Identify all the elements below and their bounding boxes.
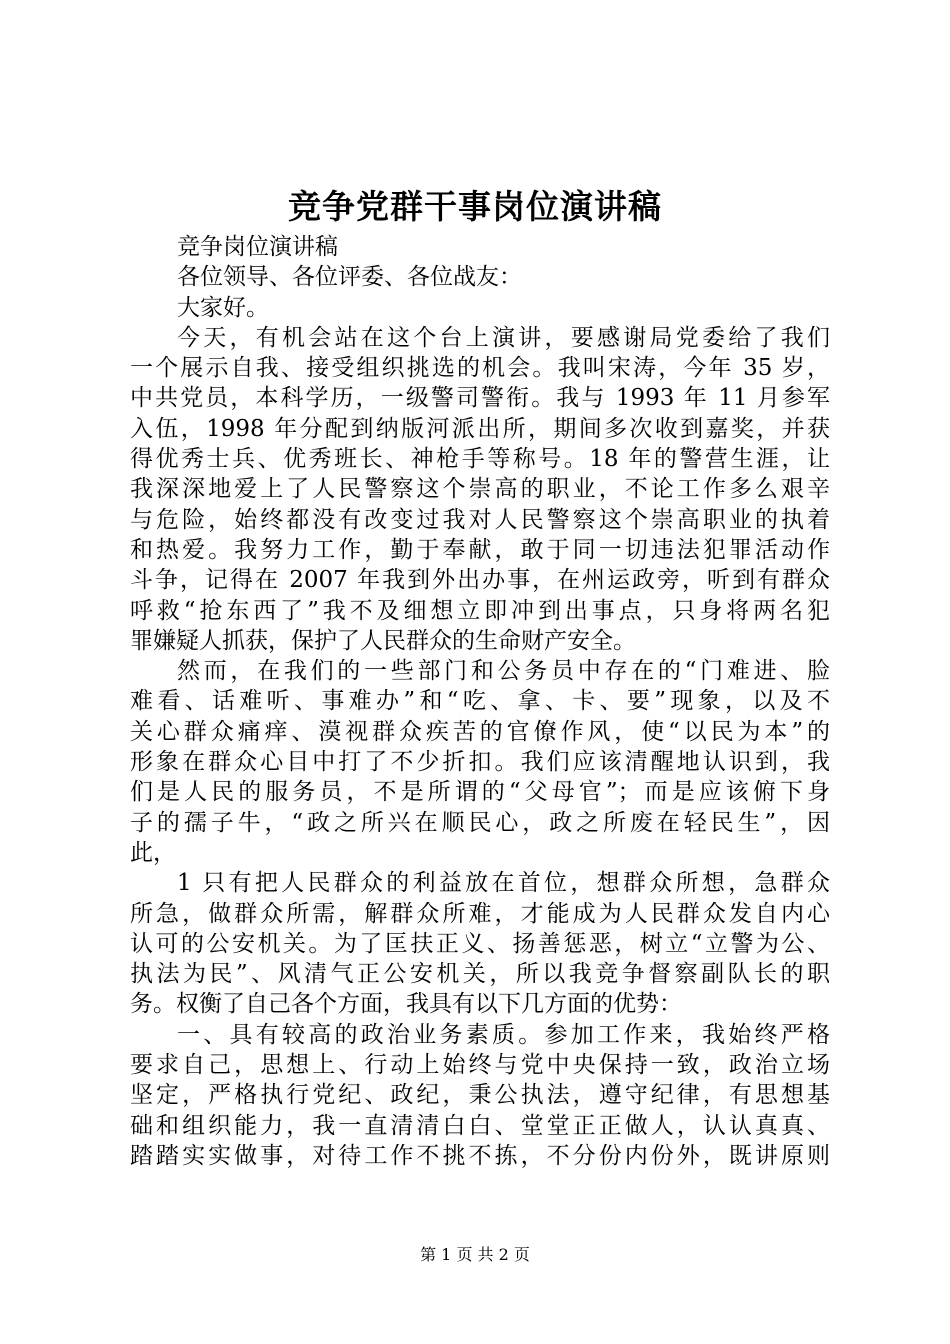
- paragraph-line: 今天，有机会站在这个台上演讲，要感谢局党委给了我们: [177, 324, 830, 351]
- paragraph-line: 竞争岗位演讲稿: [177, 234, 338, 260]
- paragraph-line: 坚定，严格执行党纪、政纪，秉公执法，遵守纪律，有思想基: [130, 1082, 830, 1109]
- paragraph-line: 础和组织能力，我一直清清白白、堂堂正正做人，认认真真、: [130, 1112, 830, 1139]
- paragraph-line: 入伍，1998 年分配到纳版河派出所，期间多次收到嘉奖，并获: [130, 415, 830, 442]
- paragraph-line: 大家好。: [177, 294, 269, 321]
- paragraph-line: 难看、话难听、事难办”和“吃、拿、卡、要”现象，以及不: [130, 688, 830, 715]
- paragraph-line: 要求自己，思想上、行动上始终与党中央保持一致，政治立场: [130, 1052, 830, 1079]
- paragraph-line: 们是人民的服务员，不是所谓的“父母官”；而是应该俯下身: [130, 779, 830, 806]
- paragraph: [130, 1020, 830, 1171]
- paragraph-line: 得优秀士兵、优秀班长、神枪手等称号。18 年的警营生涯，让: [130, 446, 830, 473]
- paragraph-line: 一、具有较高的政治业务素质。参加工作来，我始终严格: [177, 1021, 830, 1048]
- paragraph-line: 与危险，始终都没有改变过我对人民警察这个崇高职业的执着: [130, 506, 830, 533]
- paragraph-line: 关心群众痛痒、漠视群众疾苦的官僚作风，使“以民为本”的: [130, 718, 830, 745]
- paragraph-line: 和热爱。我努力工作，勤于奉献，敢于同一切违法犯罪活动作: [130, 536, 830, 563]
- document-body: [130, 232, 830, 1171]
- paragraph-line: 我深深地爱上了人民警察这个崇高的职业，不论工作多么艰辛: [130, 476, 830, 503]
- paragraph-line: 罪嫌疑人抓获，保护了人民群众的生命财产安全。: [130, 627, 636, 654]
- paragraph-line: 所急，做群众所需，解群众所难，才能成为人民群众发自内心: [130, 900, 830, 927]
- paragraph-line: 各位领导、各位评委、各位战友：: [177, 264, 522, 291]
- paragraph-line: 认可的公安机关。为了匡扶正义、扬善惩恶，树立“立警为公、: [130, 930, 830, 957]
- paragraph-line: 中共党员，本科学历，一级警司警衔。我与 1993 年 11 月参军: [130, 385, 830, 412]
- paragraph-line: 一个展示自我、接受组织挑选的机会。我叫宋涛，今年 35 岁，: [130, 355, 830, 382]
- paragraph-line: 1 只有把人民群众的利益放在首位，想群众所想，急群众: [177, 870, 830, 897]
- paragraph: [130, 656, 830, 868]
- paragraph-line: 执法为民”、风清气正公安机关，所以我竞争督察副队长的职: [130, 961, 830, 988]
- paragraph: [130, 868, 830, 1019]
- page-footer: 第 1 页 共 2 页: [420, 1245, 530, 1264]
- paragraph-line: 务。权衡了自己各个方面，我具有以下几方面的优势：: [130, 991, 682, 1018]
- paragraph: [130, 262, 830, 292]
- document-title: 竞争党群干事岗位演讲稿: [288, 187, 662, 226]
- paragraph-line: 此，: [130, 839, 176, 866]
- paragraph-line: 然而，在我们的一些部门和公务员中存在的“门难进、脸: [177, 658, 830, 685]
- paragraph-line: 形象在群众心目中打了不少折扣。我们应该清醒地认识到，我: [130, 749, 830, 776]
- paragraph-line: 子的孺子牛，“政之所兴在顺民心，政之所废在轻民生”，因: [130, 809, 830, 836]
- paragraph-line: 斗争，记得在 2007 年我到外出办事，在州运政旁，听到有群众: [130, 567, 830, 594]
- paragraph: [130, 293, 830, 323]
- paragraph: [130, 232, 830, 262]
- paragraph-line: 呼救“抢东西了”我不及细想立即冲到出事点，只身将两名犯: [130, 597, 830, 624]
- paragraph-line: 踏踏实实做事，对待工作不挑不拣，不分份内份外，既讲原则: [130, 1142, 830, 1169]
- paragraph: [130, 323, 830, 656]
